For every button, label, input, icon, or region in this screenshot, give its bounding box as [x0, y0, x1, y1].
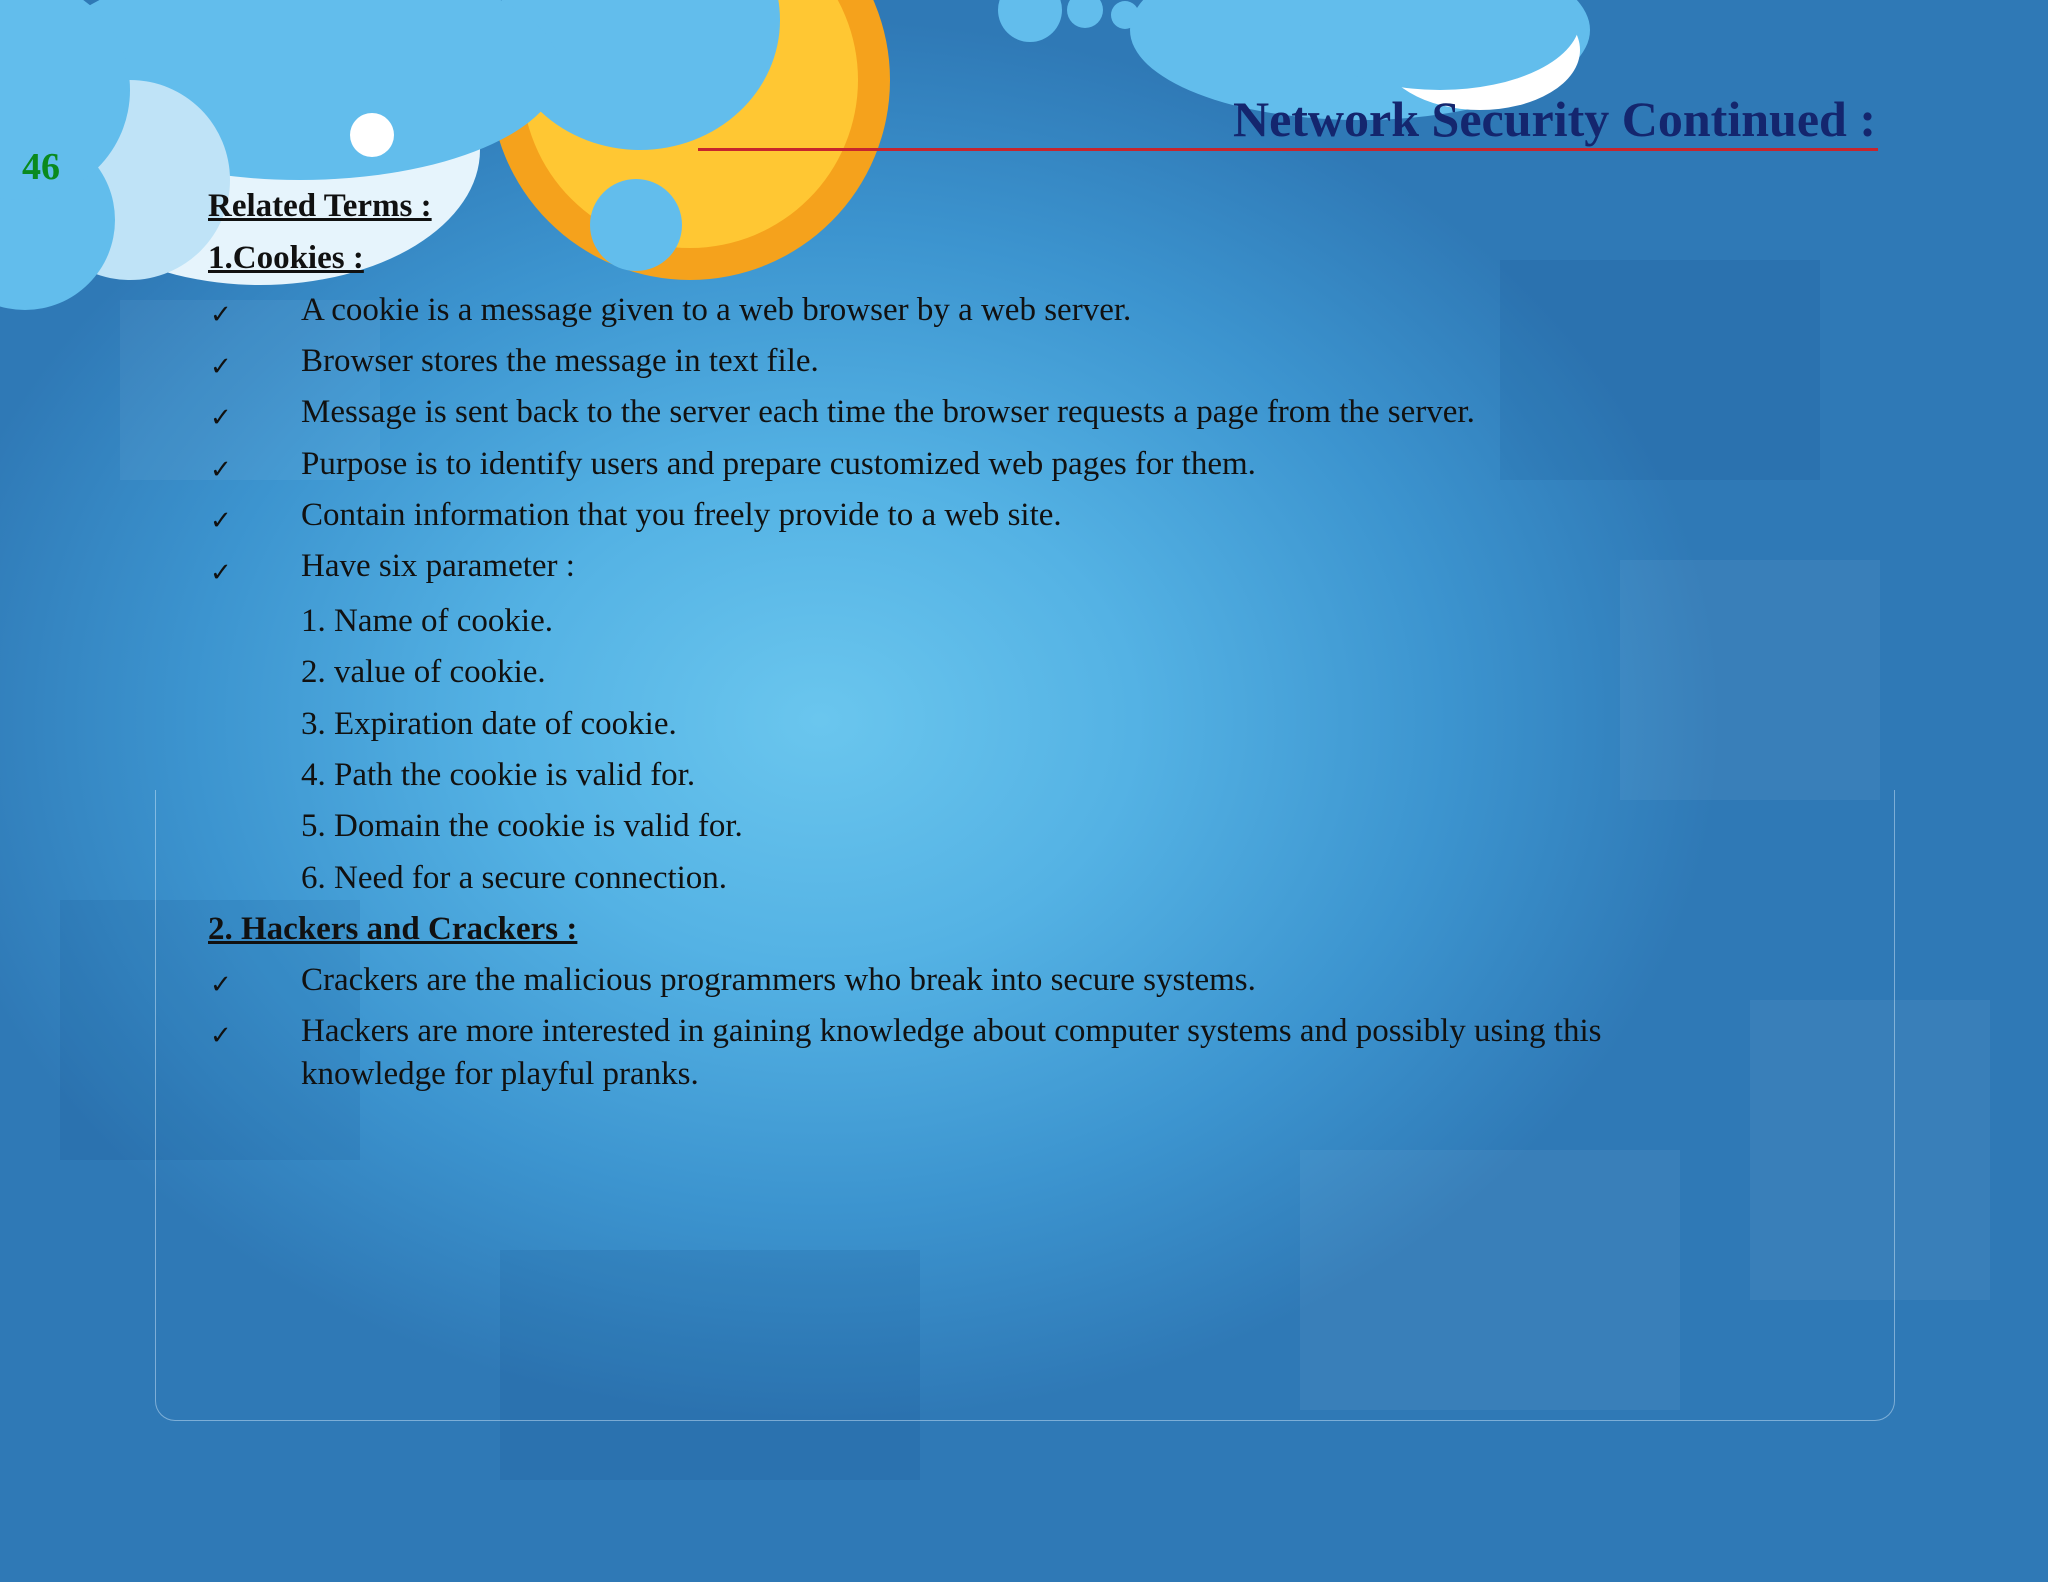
cookie-bullet: Contain information that you freely provide to a web site. — [301, 497, 1062, 533]
check-icon: ✓ — [210, 1021, 232, 1051]
cookie-parameter: 2. value of cookie. — [301, 654, 546, 690]
check-icon: ✓ — [210, 970, 232, 1000]
check-icon: ✓ — [210, 558, 232, 588]
check-icon: ✓ — [210, 300, 232, 330]
cookie-parameter: 1. Name of cookie. — [301, 603, 553, 639]
cookie-bullet: Message is sent back to the server each time the browser requests a page from the server. — [301, 394, 1475, 430]
cookie-parameter: 6. Need for a secure connection. — [301, 860, 728, 896]
hackers-heading: 2. Hackers and Crackers : — [208, 911, 578, 947]
cookie-bullet: A cookie is a message given to a web browser by a web server. — [301, 292, 1132, 328]
check-icon: ✓ — [210, 403, 232, 433]
page-number: 46 — [22, 146, 60, 188]
hackers-bullet: Hackers are more interested in gaining knowledge about computer systems and possibly using this — [301, 1013, 1602, 1049]
title-underline-rule — [698, 148, 1878, 151]
cookie-bullet: Purpose is to identify users and prepare customized web pages for them. — [301, 446, 1256, 482]
hackers-bullet: Crackers are the malicious programmers who break into secure systems. — [301, 962, 1256, 998]
section-heading: Related Terms : — [208, 188, 432, 224]
slide-title: Network Security Continued : — [1232, 91, 1876, 147]
cookie-bullet: Browser stores the message in text file. — [301, 343, 819, 379]
background-tile — [1620, 560, 1880, 800]
cookies-heading: 1.Cookies : — [208, 240, 364, 276]
check-icon: ✓ — [210, 352, 232, 382]
cookie-parameter: 4. Path the cookie is valid for. — [301, 757, 696, 793]
cookie-parameter: 5. Domain the cookie is valid for. — [301, 808, 743, 844]
cookie-parameter: 3. Expiration date of cookie. — [301, 706, 677, 742]
check-icon: ✓ — [210, 455, 232, 485]
hackers-bullet-continuation: knowledge for playful pranks. — [301, 1056, 699, 1092]
check-icon: ✓ — [210, 506, 232, 536]
cookie-bullet: Have six parameter : — [301, 548, 575, 584]
